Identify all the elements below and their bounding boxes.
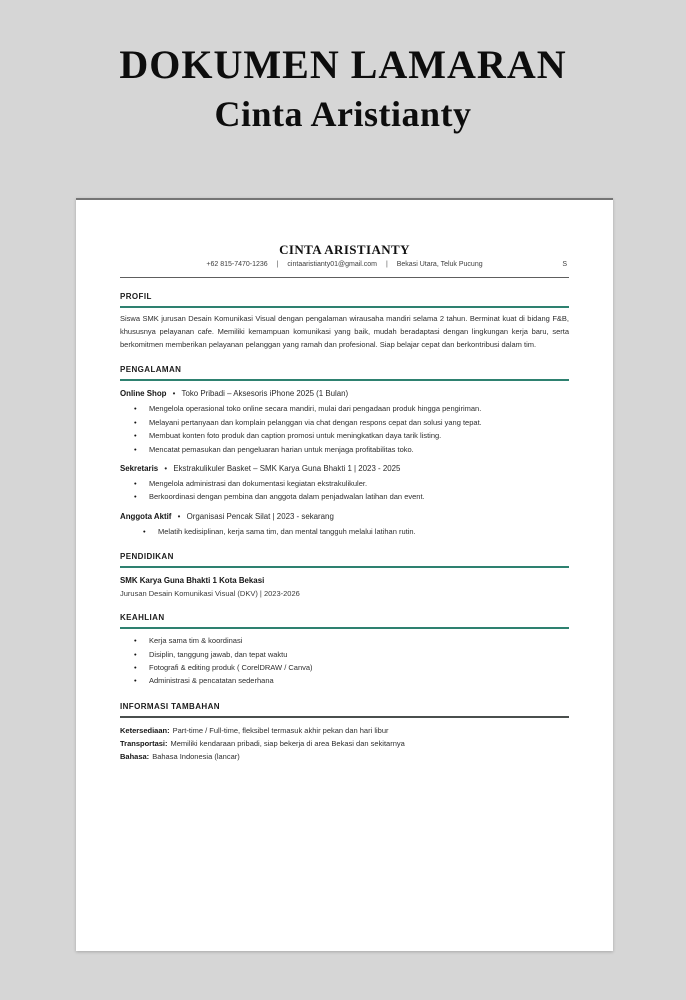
- info-row: [120, 724, 569, 737]
- section-heading-pengalaman: PENGALAMAN: [120, 365, 569, 381]
- info-label: Transportasi:: [120, 739, 168, 749]
- contact-location: Bekasi Utara, Teluk Pucung: [396, 261, 483, 268]
- contact-email: cintaaristianty01@gmail.com: [287, 261, 378, 268]
- education-detail: Jurusan Desain Komunikasi Visual (DKV) | 2023-2026: [120, 589, 300, 599]
- info-label: Bahasa:: [120, 752, 150, 762]
- experience-point: • Membuat konten foto produk dan caption promosi untuk meningkatkan daya tarik listing.: [120, 429, 569, 442]
- experience-role: Sekretaris: [120, 464, 159, 474]
- experience-org: Organisasi Pencak Silat | 2023 - sekarang: [186, 511, 334, 521]
- experience-org: Toko Pribadi – Aksesoris iPhone 2025 (1 Bulan): [181, 389, 349, 399]
- cover-title: [0, 42, 686, 140]
- skill-item: • Disiplin, tanggung jawab, dan tepat waktu: [120, 648, 569, 661]
- additional-info-rows: [120, 724, 569, 764]
- experience-point: • Melayani pertanyaan dan komplain pelanggan via chat dengan respons cepat dan solusi yang tepat.: [120, 416, 569, 429]
- resume-name: CINTA ARISTIANTY: [279, 242, 410, 257]
- experience-point: • Mengelola operasional toko online secara mandiri, mulai dari pengadaan produk hingga pengiriman.: [120, 402, 569, 415]
- experience-point: • Mencatat pemasukan dan pengeluaran harian untuk menjaga profitabilitas toko.: [120, 443, 569, 456]
- cover-title-line1: DOKUMEN LAMARAN: [119, 42, 567, 87]
- info-value: Memiliki kendaraan pribadi, siap bekerja di area Bekasi dan sekitarnya: [170, 739, 405, 749]
- experience-entry-title: [120, 464, 569, 474]
- bullet-separator-icon: •: [177, 511, 181, 521]
- bullet-separator-icon: •: [164, 464, 168, 474]
- info-row: [120, 750, 569, 763]
- resume-page: [76, 198, 613, 951]
- experience-points-list: [120, 477, 569, 504]
- education-school: SMK Karya Guna Bhakti 1 Kota Bekasi: [120, 576, 265, 586]
- experience-role: Anggota Aktif: [120, 511, 172, 521]
- page-marker: S: [562, 261, 567, 268]
- experience-points-list: [120, 402, 569, 456]
- info-row: [120, 737, 569, 750]
- experience-org: Ekstrakulikuler Basket – SMK Karya Guna Bhakti 1 | 2023 - 2025: [173, 464, 401, 474]
- skill-item: • Kerja sama tim & koordinasi: [120, 634, 569, 647]
- info-label: Ketersediaan:: [120, 725, 170, 735]
- cover-title-line2: Cinta Aristianty: [214, 94, 472, 134]
- profile-text: Siswa SMK jurusan Desain Komunikasi Visual dengan pengalaman wirausaha mandiri selama 2 tahun. Berminat kuat di bidang F&B, khususnya pelayanan cafe. Memiliki kemampuan komunikasi yang baik, mudah beradaptasi dengan lingkungan kerja baru, serta berkomitmen memberikan pelayanan pelanggan yang ramah dan profesional. Siap belajar cepat dan berkontribusi dalam tim.: [120, 314, 569, 349]
- experience-point: • Berkoordinasi dengan pembina dan anggota dalam penjadwalan latihan dan event.: [120, 490, 569, 503]
- section-heading-keahlian: KEAHLIAN: [120, 613, 569, 629]
- section-heading-informasi-tambahan: INFORMASI TAMBAHAN: [120, 702, 569, 718]
- experience-point: • Melatih kedisiplinan, kerja sama tim, dan mental tangguh melalui latihan rutin.: [120, 525, 569, 538]
- contact-phone: +62 815-7470-1236: [206, 261, 268, 268]
- header-divider: [120, 277, 569, 278]
- section-heading-pendidikan: PENDIDIKAN: [120, 552, 569, 568]
- contact-separator: |: [276, 261, 279, 268]
- contact-separator: |: [385, 261, 388, 268]
- skill-item: • Administrasi & pencatatan sederhana: [120, 674, 569, 687]
- experience-role: Online Shop: [120, 389, 167, 399]
- info-value: Bahasa Indonesia (lancar): [152, 752, 240, 762]
- bullet-separator-icon: •: [172, 389, 176, 399]
- info-value: Part-time / Full-time, fleksibel termasuk akhir pekan dan hari libur: [172, 725, 389, 735]
- experience-entry-title: [120, 389, 569, 399]
- resume-content: [76, 200, 613, 764]
- experience-points-list: [120, 525, 569, 538]
- section-heading-profil: PROFIL: [120, 292, 569, 308]
- experience-entry-title: [120, 512, 569, 522]
- experience-point: • Mengelola administrasi dan dokumentasi kegiatan ekstrakulikuler.: [120, 477, 569, 490]
- skill-item: • Fotografi & editing produk ( CorelDRAW / Canva): [120, 661, 569, 674]
- skills-list: [120, 634, 569, 688]
- contact-row: [120, 260, 569, 269]
